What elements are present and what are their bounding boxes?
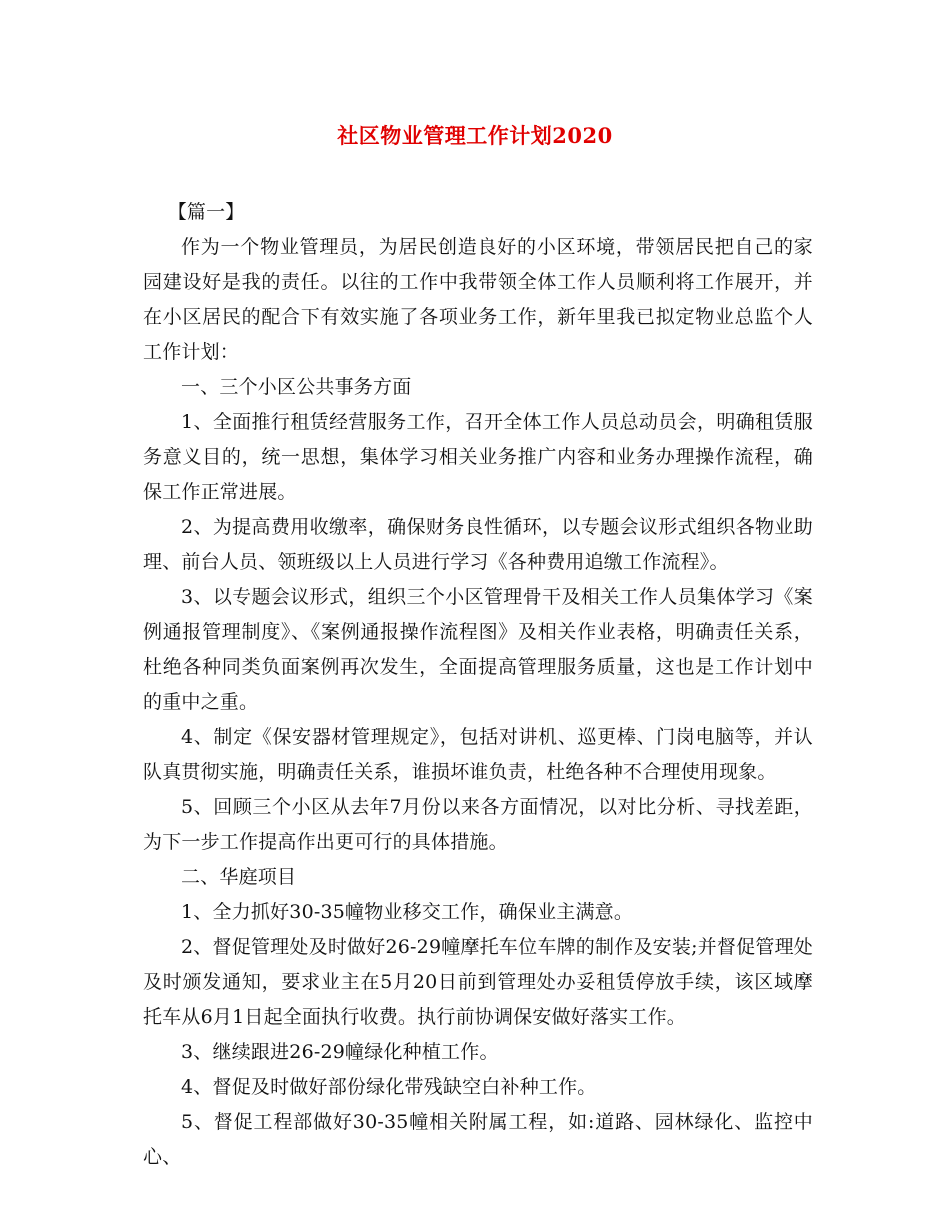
document-body	[143, 195, 813, 1175]
paragraph: 5、督促工程部做好30-35幢相关附属工程，如:道路、园林绿化、监控中心、	[143, 1111, 813, 1168]
paragraph: 5、回顾三个小区从去年7月份以来各方面情况，以对比分析、寻找差距，为下一步工作提高作出更可行的具体措施。	[143, 796, 813, 853]
paragraph: 3、以专题会议形式，组织三个小区管理骨干及相关工作人员集体学习《案例通报管理制度》、《案例通报操作流程图》及相关作业表格，明确责任关系，杜绝各种同类负面案例再次发生，全面提高管理服务质量，这也是工作计划中的重中之重。	[143, 586, 813, 713]
paragraph: 1、全力抓好30-35幢物业移交工作，确保业主满意。	[181, 901, 634, 923]
paragraph: 4、督促及时做好部份绿化带残缺空白补种工作。	[181, 1076, 597, 1098]
section-heading: 【篇一】	[167, 201, 245, 223]
paragraph: 2、督促管理处及时做好26-29幢摩托车位车牌的制作及安装;并督促管理处及时颁发通知，要求业主在5月20日前到管理处办妥租赁停放手续，该区域摩托车从6月1日起全面执行收费。执行前协调保安做好落实工作。	[143, 936, 813, 1028]
paragraph: 作为一个物业管理员，为居民创造良好的小区环境，带领居民把自己的家园建设好是我的责任。以往的工作中我带领全体工作人员顺利将工作展开，并在小区居民的配合下有效实施了各项业务工作，新年里我已拟定物业总监个人工作计划：	[143, 236, 813, 363]
section-heading: 二、华庭项目	[181, 866, 297, 888]
paragraph: 1、全面推行租赁经营服务工作，召开全体工作人员总动员会，明确租赁服务意义目的，统一思想，集体学习相关业务推广内容和业务办理操作流程，确保工作正常进展。	[143, 411, 813, 503]
paragraph: 2、为提高费用收缴率，确保财务良性循环，以专题会议形式组织各物业助理、前台人员、领班级以上人员进行学习《各种费用追缴工作流程》。	[143, 516, 813, 573]
section-heading: 一、三个小区公共事务方面	[181, 376, 412, 398]
document-title: 社区物业管理工作计划2020	[337, 123, 613, 148]
paragraph: 3、继续跟进26-29幢绿化种植工作。	[181, 1041, 499, 1063]
paragraph: 4、制定《保安器材管理规定》，包括对讲机、巡更棒、门岗电脑等，并认队真贯彻实施，明确责任关系，谁损坏谁负责，杜绝各种不合理使用现象。	[143, 726, 813, 783]
